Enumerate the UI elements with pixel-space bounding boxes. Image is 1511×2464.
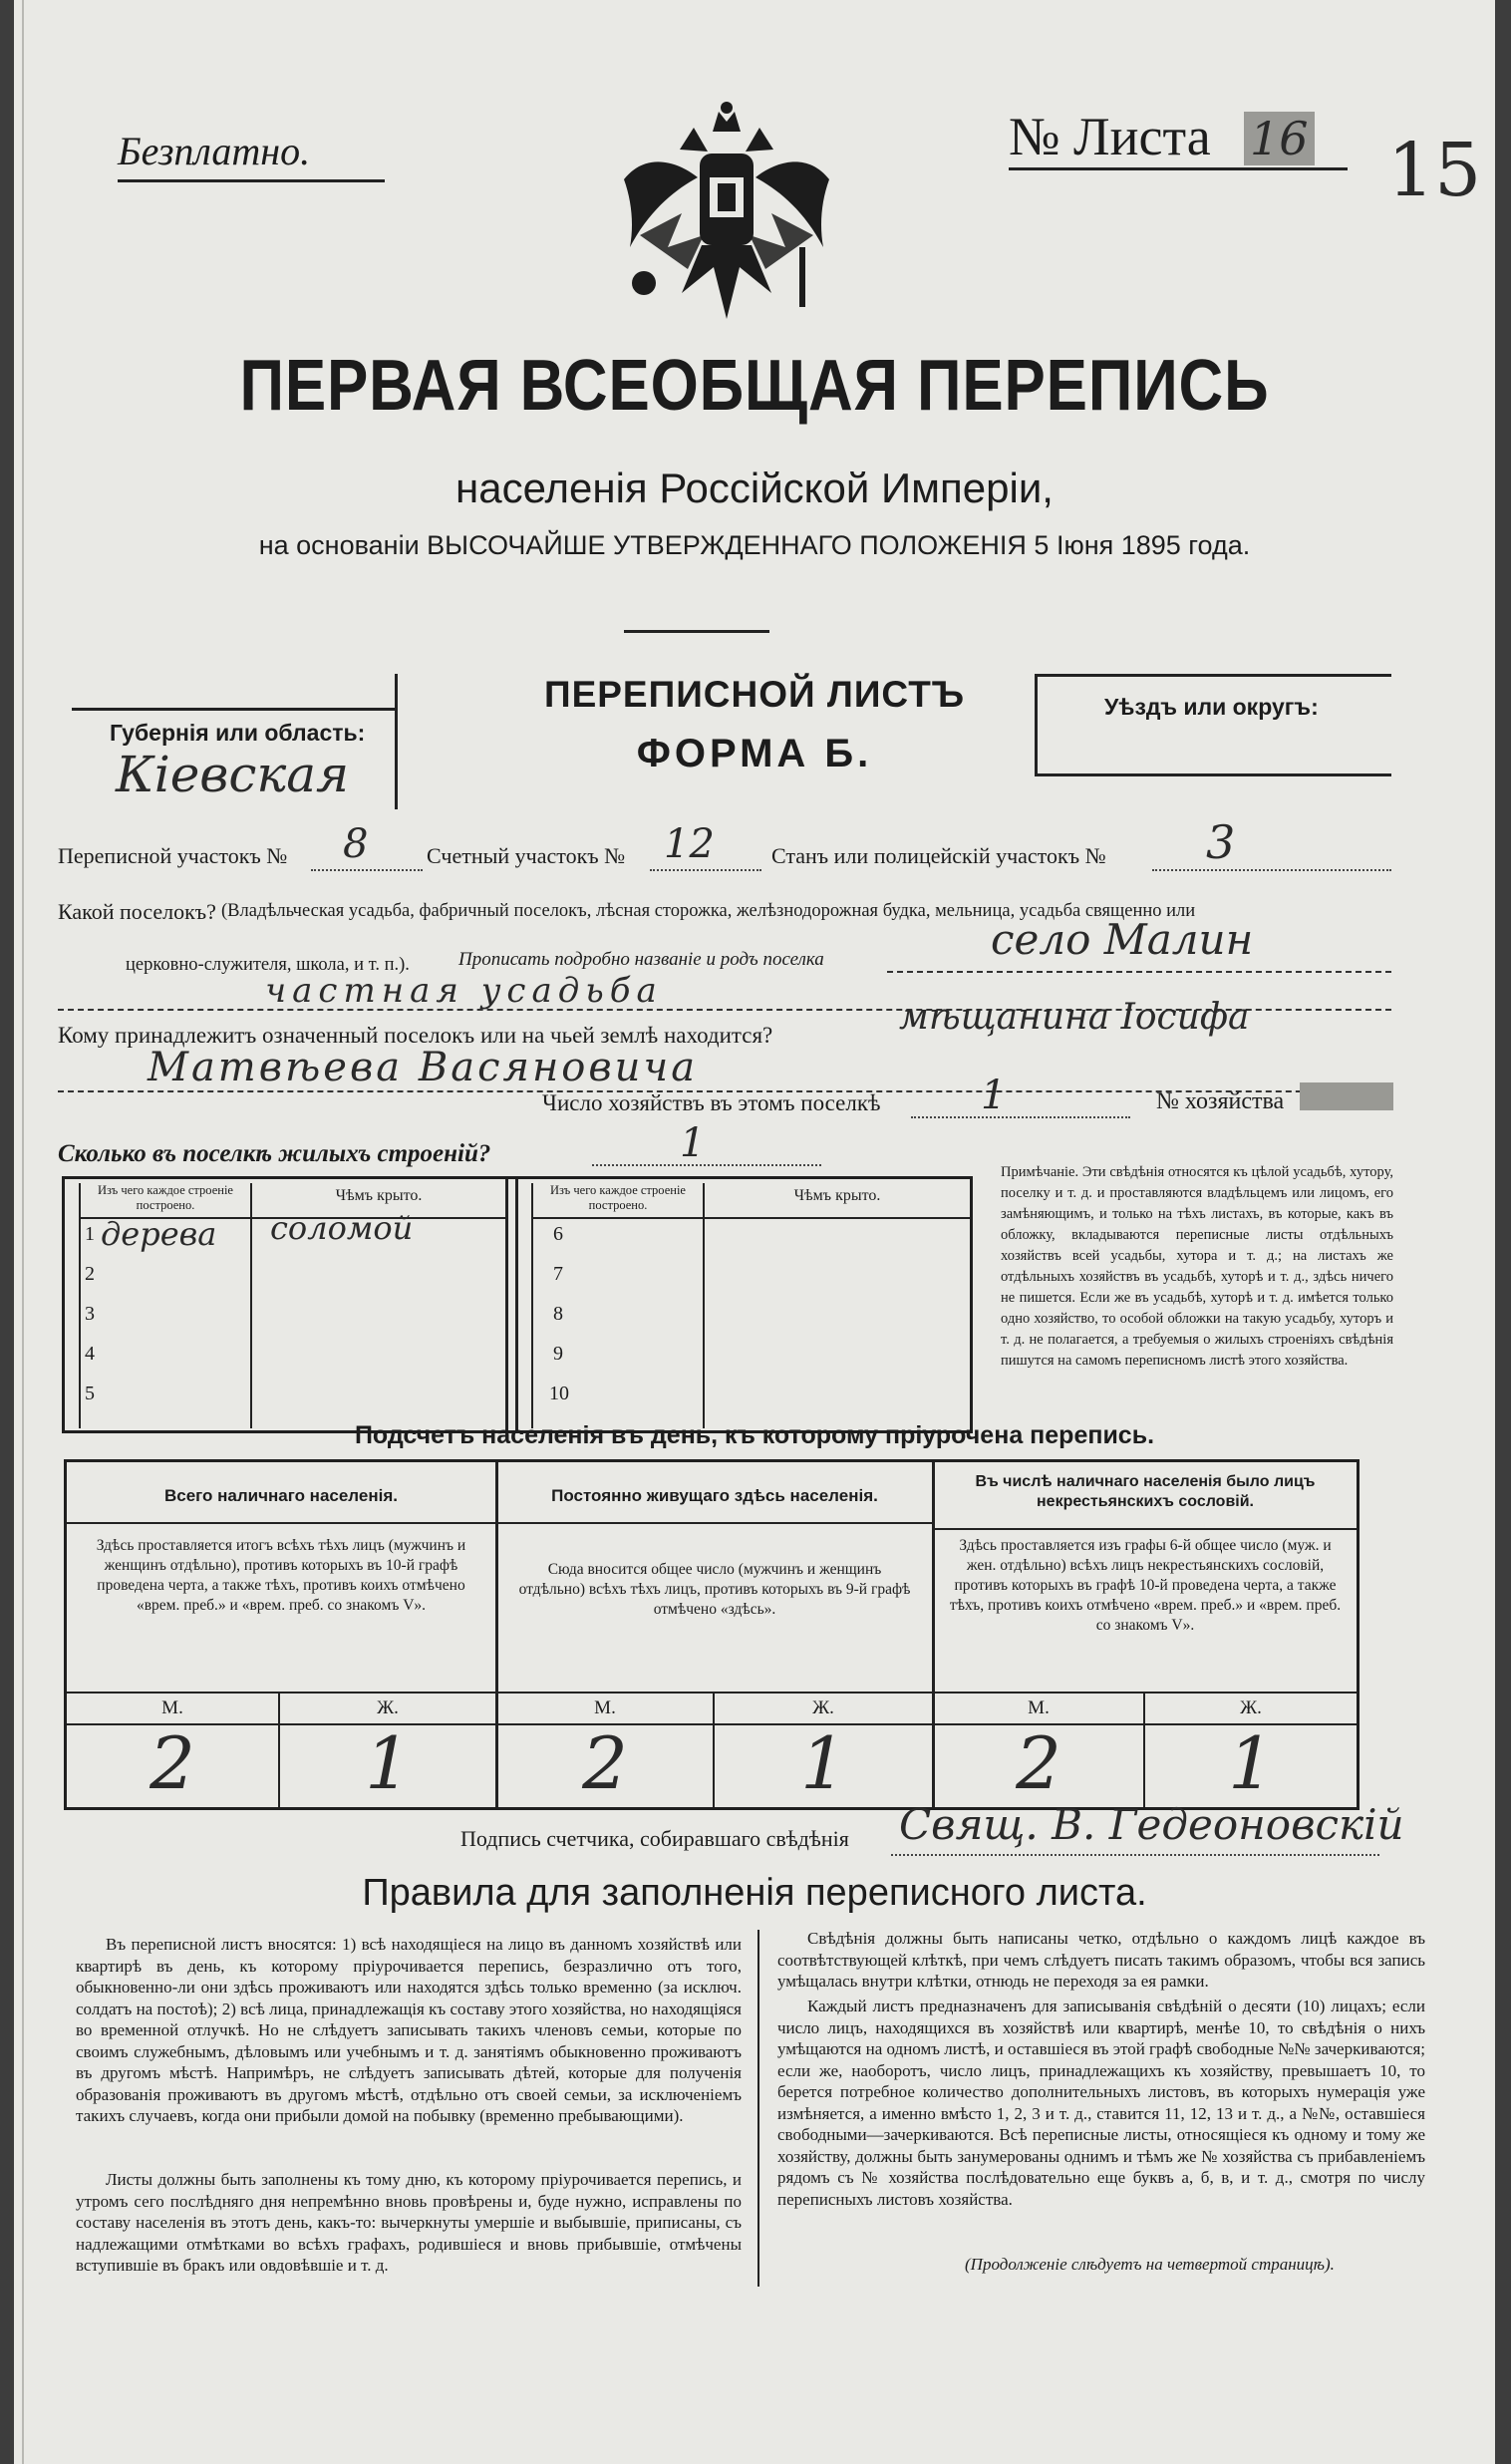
nonpeasant-f-value: 1 [1228,1721,1274,1805]
row-number: 6 [553,1223,563,1245]
buildings-note: Примѣчаніе. Эти свѣдѣнія относятся къ цѣлой усадьбѣ, хутору, поселку и т. д. и проставляются владѣльцемъ или лицомъ, его замѣняющимъ, и только на тѣхъ листахъ, въ которые, какъ въ обложку, вкладываются переписные листы отдѣльныхъ хозяйствъ всей усадьбы, хутора и т. д.; на листахъ же отдѣльныхъ хозяйствъ въ усадьбѣ, хуторѣ и т. д., здѣсь ничего не пишется. Если же въ усадьбѣ, хуторѣ и т. д. имѣется только одно хозяйство, то особой обложки на такую усадьбу, хуторъ и т. д. не полагается, а требуемыя о жилыхъ строеніяхъ свѣдѣнія пишутся на самомъ переписномъ листѣ этого хозяйства. [1001,1164,1393,1369]
pop-col2-rule [497,1522,932,1524]
legal-basis: на основаніи ВЫСОЧАЙШЕ УТВЕРЖДЕННАГО ПОЛОЖЕНІЯ 5 Іюня 1895 года. [258,530,1251,560]
rules-right-paragraph-2: Каждый листъ предназначенъ для записыванія свѣдѣній о десяти (10) лицахъ; если число лицъ, находящихся въ хозяйствѣ или квартирѣ, менѣе 10, то свѣдѣнія о нихъ умѣщаются на одномъ листѣ, и оставшіеся въ этой графѣ свободные №№ зачеркиваются; если же, наоборотъ, число лицъ, принадлежащихъ къ хозяйству, превышаетъ 10, то берется потребное количество дополнительныхъ листовъ, въ которыхъ нумерація уже измѣняется, а именно вмѣсто 1, 2, 3 и т. д., ставится 11, 12, 13 и т. д., а №№, оставшіеся свободными—зачеркиваются. Всѣ переписные листы, относящіеся къ одному и тому же хозяйству, должны быть занумерованы однимъ и тѣмъ же № хозяйства съ прибавленіемъ рядомъ съ № хозяйства послѣдовательно еще буквъ а, б, в, и т. д., смотря по числу переписныхъ листовъ хозяйства. [777,1997,1425,2209]
rules-title: Правила для заполненія переписного листа. [362,1872,1147,1914]
free-underline [118,179,385,182]
households-dots [911,1116,1130,1118]
rules-left-paragraph-1: Въ переписной листъ вносятся: 1) всѣ находящіеся на лицо въ данномъ хозяйствѣ или квартирѣ въ день, къ которому пріурочивается перепись, безразлично отъ того, обыкновенно-ли они здѣсь проживаютъ или находятся здѣсь только временно (за исключ. солдатъ на постоѣ); 2) всѣ лица, принадлежащія къ составу этого хозяйства, но находящіяся во временной отлучкѣ. Но не слѣдуетъ записывать такихъ членовъ семьи, которые по своимъ служебнымъ, дѣловымъ или учебнымъ и т. д. занятіямъ обыкновенно проживаютъ въ другомъ мѣстѣ. Напримѣръ, не слѣдуетъ записывать дѣтей, которые для полученія образованія проживаютъ въ другомъ мѣстѣ, отдѣльно отъ своей семьи, за исключеніемъ такихъ случаевъ, когда они прибыли домой на побывку (временно пребывающими). [76,1935,742,2125]
district-bottom-rule [1035,773,1391,776]
settlement-instruction: Прописать подробно названіе и родъ поселка [458,949,824,970]
district-top-rule [1035,674,1391,677]
province-value: Кіевская [116,746,350,803]
count-area-value: 12 [664,821,715,867]
sheet-number-underline [1009,167,1348,170]
households-label: Число хозяйствъ въ этомъ поселкѣ [542,1090,881,1115]
buildings-table [62,1176,973,1433]
resident-f-value: 1 [800,1721,846,1805]
signature-dots [891,1854,1379,1856]
owner-value: мѣщанина Іосифа [899,997,1250,1038]
table-left-inner [79,1183,81,1428]
resident-m-value: 2 [582,1721,628,1805]
present-population-text: Здѣсь проставляется итогъ всѣхъ тѣхъ лицъ (мужчинъ и женщинъ отдѣльно), противъ которыхъ въ 10-й графѣ проведена черта, а также тѣхъ, противъ коихъ отмѣчено «врем. преб.» и «врем. преб. со знакомъ V». [96,1537,466,1614]
district-left-rule [1035,674,1038,775]
province-label: Губернія или область: [110,720,366,746]
count-area-label: Счетный участокъ № [427,843,626,868]
police-dots [1152,869,1391,871]
table-split-2 [515,1179,518,1430]
nonpeasant-population-text: Здѣсь проставляется изъ графы 6-й общее число (муж. и жен. отдѣльно) всѣхъ лицъ некрестьянскихъ сословій, противъ которыхъ въ графѣ 10-й проведена черта, а также тѣхъ, противъ коихъ отмѣчено «врем. преб.» и «врем. преб. со знакомъ V». [949,1537,1342,1634]
present-m-value: 2 [150,1721,195,1805]
population-table [64,1459,1360,1810]
households-value: 1 [981,1073,1007,1118]
district-label: Уѣздъ или округъ: [1104,694,1319,720]
table-right-inner [531,1183,533,1428]
owner-label: Кому принадлежитъ означенный поселокъ или на чьей землѣ находится? [58,1023,773,1048]
nonpeasant-m-label: М. [1028,1697,1050,1718]
row-number: 8 [553,1303,563,1325]
row-number: 9 [553,1343,563,1365]
settlement-hint-2: церковно-служителя, школа, и т. п.). [126,955,410,975]
sheet-number-label: № Листа [1009,107,1211,166]
settlement-label: Какой поселокъ? [58,899,216,924]
rules-left-paragraph-2: Листы должны быть заполнены къ тому дню, къ которому пріурочивается перепись, и утромъ сего послѣдняго дня непремѣнно вновь провѣрены и, буде нужно, исправлены по составу населенія въ этотъ день, какъ-то: вычеркнуты умершіе и выбывшіе, приписаны, съ надлежащими отмѣтками во всѣхъ графахъ, родившіеся и вновь прибывшіе, отмѣчены вступившіе въ бракъ или овдовѣвшіе и т. д. [76,2170,742,2275]
owner-value-2: Матвѣева Васяновича [148,1045,699,1090]
settlement-hint: (Владѣльческая усадьба, фабричный поселокъ, лѣсная сторожка, желѣзнодорожная будка, мельница, усадьба священно или [221,901,1196,921]
sheet-number-value: 16 [1244,112,1315,165]
census-area-dots [311,869,423,871]
rules-continued: (Продолженіе слѣдуетъ на четвертой страницѣ). [965,2255,1335,2274]
nonpeasant-population-title: Въ числѣ наличнаго населенія было лицъ некрестьянскихъ сословій. [975,1473,1316,1510]
police-label: Станъ или полицейскій участокъ № [771,843,1106,868]
signature-label: Подпись счетчика, собиравшаго свѣдѣнія [460,1826,849,1851]
row-number: 3 [85,1303,95,1325]
buildings-value: 1 [680,1120,706,1166]
rules-right-paragraph-1: Свѣдѣнія должны быть написаны четко, отдѣльно о каждомъ лицѣ каждое въ соотвѣтствующей клѣткѣ, при чемъ слѣдуетъ писать такимъ образомъ, чтобы вся запись умѣщалась внутри клѣтки, отнюдь не переходя за ея рамки. [777,1929,1425,1991]
household-number-redacted [1300,1082,1393,1110]
row-number: 7 [553,1263,563,1285]
present-f-value: 1 [365,1721,411,1805]
census-form-page [14,0,1495,2464]
buildings-dots [592,1164,821,1166]
population-title: Подсчетъ населенія въ день, къ которому пріурочена перепись. [354,1421,1155,1449]
nonpeasant-f-label: Ж. [1240,1697,1262,1718]
settlement-value: село Малин [991,915,1254,964]
settlement-line [887,971,1391,973]
page-edge [22,0,24,2464]
imperial-eagle-icon [622,98,831,319]
buildings-col-roof-right: Чѣмъ крыто. [793,1187,881,1204]
row-number: 2 [85,1263,95,1285]
settlement-value-2: частная усадьба [265,971,663,1011]
signature-value: Свящ. В. Гедеоновскій [899,1800,1404,1849]
row-number: 1 [85,1223,95,1245]
table-header-rule-right [531,1217,970,1219]
buildings-col-material-left: Изъ чего каждое строеніе построено. [98,1183,233,1212]
resident-m-label: М. [594,1697,616,1718]
present-f-label: Ж. [377,1697,399,1718]
pop-header-rule [67,1692,1357,1694]
table-col-left [250,1183,252,1428]
rules-column-divider [757,1930,759,2287]
table-col-right [703,1183,705,1428]
row-number: 10 [549,1383,569,1404]
free-label: Безплатно. [118,129,311,173]
pop-col3-rule [934,1528,1357,1530]
buildings-label: Сколько въ поселкѣ жилыхъ строеній? [58,1140,491,1167]
title-divider [624,630,769,633]
buildings-col-roof-left: Чѣмъ крыто. [335,1187,423,1204]
resident-population-title: Постоянно живущаго здѣсь населенія. [551,1486,878,1505]
present-population-title: Всего наличнаго населенія. [164,1486,398,1505]
pop-col1-rule [67,1522,495,1524]
census-area-value: 8 [343,821,369,867]
page-title: ПЕРВАЯ ВСЕОБЩАЯ ПЕРЕПИСЬ [239,346,1270,426]
count-area-dots [650,869,761,871]
building-roof: соломой [270,1209,414,1247]
form-subtitle: ФОРМА Б. [636,732,873,775]
resident-population-text: Сюда вносится общее число (мужчинъ и женщинъ отдѣльно) всѣхъ тѣхъ лицъ, противъ которыхъ въ 9-й графѣ отмѣчено «здѣсь». [518,1561,911,1618]
row-number: 5 [85,1383,95,1404]
corner-mark: 15 [1387,128,1482,213]
household-number-label: № хозяйства [1156,1088,1285,1114]
police-value: 3 [1206,815,1236,869]
nonpeasant-m-value: 2 [1016,1721,1061,1805]
building-material: дерева [101,1215,217,1253]
row-number: 4 [85,1343,95,1365]
table-split-1 [505,1179,508,1430]
present-m-label: М. [161,1697,183,1718]
buildings-col-material-right: Изъ чего каждое строеніе построено. [550,1183,686,1212]
page-subtitle: населенія Россійской Имперіи, [455,464,1054,511]
form-title: ПЕРЕПИСНОЙ ЛИСТЪ [543,674,966,715]
resident-f-label: Ж. [812,1697,834,1718]
census-area-label: Переписной участокъ № [58,843,288,868]
